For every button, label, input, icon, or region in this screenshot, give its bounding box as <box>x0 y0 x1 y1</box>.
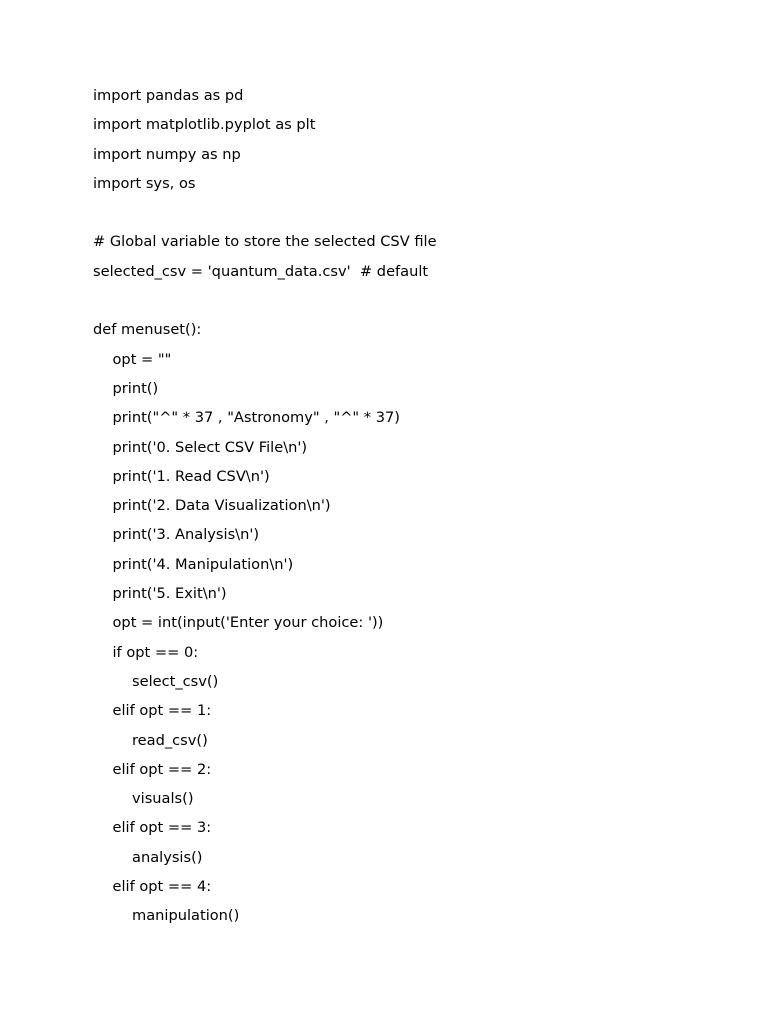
blank-line <box>93 289 437 318</box>
code-line-input: opt = int(input('Enter your choice: ')) <box>112 614 384 632</box>
code-line-elif-2: elif opt == 2: <box>112 760 212 778</box>
code-line-call-read: read_csv() <box>132 731 208 749</box>
code-line-opt-init: opt = "" <box>112 350 172 368</box>
code-line-4: import sys, os <box>93 174 196 192</box>
code-line-print-4: print('4. Manipulation\n') <box>112 555 294 573</box>
code-line-print-banner: print("^" * 37 , "Astronomy" , "^" * 37) <box>112 409 400 427</box>
code-line-comment: # Global variable to store the selected CSV file <box>93 233 437 251</box>
code-line-elif-1: elif opt == 1: <box>112 702 212 720</box>
code-line-2: import matplotlib.pyplot as plt <box>93 116 316 134</box>
blank-line <box>93 201 437 230</box>
code-line-selected-csv: selected_csv = 'quantum_data.csv' # default <box>93 262 429 280</box>
code-line-call-select: select_csv() <box>132 672 219 690</box>
code-line-call-manipulation: manipulation() <box>132 907 240 925</box>
code-line-print-empty: print() <box>112 379 159 397</box>
code-line-call-visuals: visuals() <box>132 790 194 808</box>
code-line-print-3: print('3. Analysis\n') <box>112 526 260 544</box>
code-line-print-2: print('2. Data Visualization\n') <box>112 497 331 515</box>
code-line-if-0: if opt == 0: <box>112 643 199 661</box>
code-line-3: import numpy as np <box>93 145 241 163</box>
code-line-print-1: print('1. Read CSV\n') <box>112 467 270 485</box>
code-line-def: def menuset(): <box>93 321 202 339</box>
code-line-1: import pandas as pd <box>93 87 244 104</box>
code-line-elif-4: elif opt == 4: <box>112 878 212 896</box>
code-line-call-analysis: analysis() <box>132 848 203 866</box>
code-line-print-0: print('0. Select CSV File\n') <box>112 438 308 456</box>
code-line-elif-3: elif opt == 3: <box>112 819 212 837</box>
code-line-print-5: print('5. Exit\n') <box>112 585 227 603</box>
code-block <box>93 84 437 934</box>
